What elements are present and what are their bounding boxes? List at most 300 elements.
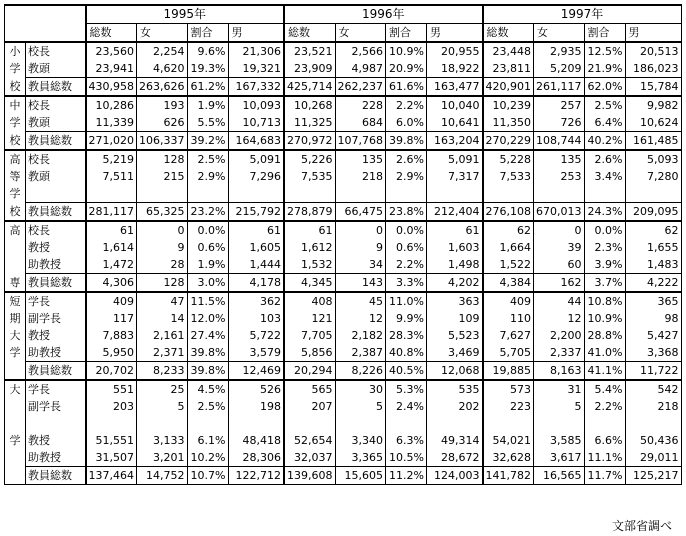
value-cell: 215,792 xyxy=(228,203,284,222)
value-cell: 4,620 xyxy=(137,60,188,78)
value-cell: 167,332 xyxy=(228,78,284,97)
value-cell: 163,204 xyxy=(427,132,483,151)
value-cell: 218 xyxy=(625,398,681,415)
value-cell: 218 xyxy=(335,168,386,185)
value-cell: 12 xyxy=(534,310,585,327)
value-cell: 2,337 xyxy=(534,344,585,362)
value-cell: 18,922 xyxy=(427,60,483,78)
value-cell: 270,972 xyxy=(284,132,335,151)
value-cell: 253 xyxy=(534,168,585,185)
school-label-char xyxy=(5,239,26,256)
value-cell: 7,705 xyxy=(284,327,335,344)
school-label-char: 学 xyxy=(5,114,26,132)
value-cell: 2.6% xyxy=(584,150,625,168)
value-cell: 135 xyxy=(534,150,585,168)
value-cell: 542 xyxy=(625,380,681,398)
value-cell: 41.0% xyxy=(584,344,625,362)
value-cell: 15,605 xyxy=(335,467,386,485)
table-row xyxy=(5,42,682,60)
value-cell xyxy=(228,415,284,432)
value-cell: 61.2% xyxy=(187,78,228,97)
role-label: 教頭 xyxy=(26,114,86,132)
role-label: 副学長 xyxy=(26,310,86,327)
value-cell: 4,987 xyxy=(335,60,386,78)
value-cell: 28.8% xyxy=(584,327,625,344)
role-label: 教員総数 xyxy=(26,362,86,381)
value-cell: 684 xyxy=(335,114,386,132)
value-cell: 0.6% xyxy=(187,239,228,256)
value-cell: 6.4% xyxy=(584,114,625,132)
value-cell: 10.9% xyxy=(386,42,427,60)
value-cell: 62 xyxy=(625,221,681,239)
value-cell: 5,722 xyxy=(228,327,284,344)
value-cell: 106,337 xyxy=(137,132,188,151)
value-cell: 61 xyxy=(427,221,483,239)
value-cell: 2.2% xyxy=(584,398,625,415)
value-cell: 50,436 xyxy=(625,432,681,449)
value-cell: 1.9% xyxy=(187,96,228,114)
role-label: 教頭 xyxy=(26,168,86,185)
value-cell: 161,485 xyxy=(625,132,681,151)
value-cell: 9.6% xyxy=(187,42,228,60)
value-cell: 51,551 xyxy=(86,432,137,449)
value-cell: 281,117 xyxy=(86,203,137,222)
value-cell: 2,161 xyxy=(137,327,188,344)
school-label-char xyxy=(5,398,26,415)
value-cell: 5,427 xyxy=(625,327,681,344)
table-row xyxy=(5,239,682,256)
value-cell: 10,093 xyxy=(228,96,284,114)
school-label-char: 期 xyxy=(5,310,26,327)
value-cell xyxy=(625,185,681,203)
value-cell: 573 xyxy=(483,380,534,398)
value-cell xyxy=(284,185,335,203)
value-cell: 143 xyxy=(335,274,386,293)
value-cell: 1,498 xyxy=(427,256,483,274)
value-cell: 10,040 xyxy=(427,96,483,114)
value-cell: 3,133 xyxy=(137,432,188,449)
value-cell: 11.1% xyxy=(584,449,625,467)
table-row xyxy=(5,256,682,274)
value-cell: 0 xyxy=(137,221,188,239)
value-cell: 23,811 xyxy=(483,60,534,78)
value-cell: 7,535 xyxy=(284,168,335,185)
value-cell: 365 xyxy=(625,292,681,310)
value-cell: 31,507 xyxy=(86,449,137,467)
table-row xyxy=(5,114,682,132)
role-label: 教員総数 xyxy=(26,467,86,485)
value-cell: 9.9% xyxy=(386,310,427,327)
school-label-char: 大 xyxy=(5,327,26,344)
value-cell: 61 xyxy=(284,221,335,239)
value-cell: 11.5% xyxy=(187,292,228,310)
school-label-char: 校 xyxy=(5,203,26,222)
value-cell: 6.0% xyxy=(386,114,427,132)
value-cell: 5,091 xyxy=(427,150,483,168)
school-label-char: 短 xyxy=(5,292,26,310)
school-label-char: 校 xyxy=(5,132,26,151)
value-cell: 23,521 xyxy=(284,42,335,60)
school-label-char: 中 xyxy=(5,96,26,114)
value-cell: 7,280 xyxy=(625,168,681,185)
value-cell: 31 xyxy=(534,380,585,398)
value-cell: 107,768 xyxy=(335,132,386,151)
value-cell: 10,641 xyxy=(427,114,483,132)
value-cell: 12,469 xyxy=(228,362,284,381)
value-cell xyxy=(228,185,284,203)
value-cell: 2,254 xyxy=(137,42,188,60)
role-label: 教員総数 xyxy=(26,274,86,293)
value-cell: 20,955 xyxy=(427,42,483,60)
value-cell: 3,579 xyxy=(228,344,284,362)
value-cell: 535 xyxy=(427,380,483,398)
value-cell: 40.8% xyxy=(386,344,427,362)
value-cell: 2.6% xyxy=(386,150,427,168)
value-cell: 425,714 xyxy=(284,78,335,97)
table-row xyxy=(5,185,682,203)
value-cell: 726 xyxy=(534,114,585,132)
value-cell: 1,472 xyxy=(86,256,137,274)
value-cell xyxy=(483,415,534,432)
table-row xyxy=(5,60,682,78)
role-label: 教授 xyxy=(26,239,86,256)
value-cell: 45 xyxy=(335,292,386,310)
school-label-char: 学 xyxy=(5,185,26,203)
year-header: 1995年 xyxy=(86,5,285,24)
school-label-char: 専 xyxy=(5,274,26,293)
value-cell: 7,883 xyxy=(86,327,137,344)
value-cell: 257 xyxy=(534,96,585,114)
value-cell: 3.4% xyxy=(584,168,625,185)
value-cell: 15,784 xyxy=(625,78,681,97)
value-cell: 262,237 xyxy=(335,78,386,97)
value-cell: 2.2% xyxy=(386,256,427,274)
value-cell: 223 xyxy=(483,398,534,415)
value-cell xyxy=(584,415,625,432)
value-cell: 108,744 xyxy=(534,132,585,151)
value-cell: 12,068 xyxy=(427,362,483,381)
column-header: 女 xyxy=(137,24,188,43)
value-cell: 16,565 xyxy=(534,467,585,485)
value-cell xyxy=(335,185,386,203)
role-label: 教員総数 xyxy=(26,78,86,97)
value-cell xyxy=(335,415,386,432)
table-row xyxy=(5,327,682,344)
value-cell: 28,306 xyxy=(228,449,284,467)
value-cell: 11.0% xyxy=(386,292,427,310)
value-cell: 5,228 xyxy=(483,150,534,168)
value-cell: 10.5% xyxy=(386,449,427,467)
value-cell: 20,513 xyxy=(625,42,681,60)
value-cell: 32,037 xyxy=(284,449,335,467)
value-cell: 1,444 xyxy=(228,256,284,274)
role-label: 助教授 xyxy=(26,344,86,362)
value-cell: 0.6% xyxy=(386,239,427,256)
column-header-row xyxy=(5,24,682,43)
year-header: 1997年 xyxy=(483,5,682,24)
value-cell: 9 xyxy=(137,239,188,256)
value-cell: 0.0% xyxy=(187,221,228,239)
value-cell: 122,712 xyxy=(228,467,284,485)
school-label-char xyxy=(5,467,26,485)
value-cell: 20.9% xyxy=(386,60,427,78)
value-cell: 3,340 xyxy=(335,432,386,449)
value-cell: 124,003 xyxy=(427,467,483,485)
value-cell: 10.8% xyxy=(584,292,625,310)
value-cell: 0 xyxy=(534,221,585,239)
value-cell: 1,603 xyxy=(427,239,483,256)
value-cell: 626 xyxy=(137,114,188,132)
value-cell: 1,612 xyxy=(284,239,335,256)
role-label: 校長 xyxy=(26,96,86,114)
value-cell: 5,705 xyxy=(483,344,534,362)
value-cell: 7,296 xyxy=(228,168,284,185)
value-cell: 44 xyxy=(534,292,585,310)
value-cell: 5,209 xyxy=(534,60,585,78)
value-cell: 420,901 xyxy=(483,78,534,97)
value-cell: 7,511 xyxy=(86,168,137,185)
role-label: 学長 xyxy=(26,380,86,398)
value-cell: 565 xyxy=(284,380,335,398)
column-header: 割合 xyxy=(584,24,625,43)
role-label: 校長 xyxy=(26,221,86,239)
value-cell xyxy=(137,415,188,432)
value-cell: 5,219 xyxy=(86,150,137,168)
table-row xyxy=(5,467,682,485)
column-header: 割合 xyxy=(386,24,427,43)
value-cell: 278,879 xyxy=(284,203,335,222)
value-cell: 207 xyxy=(284,398,335,415)
value-cell xyxy=(86,185,137,203)
value-cell: 408 xyxy=(284,292,335,310)
value-cell: 9 xyxy=(335,239,386,256)
value-cell: 8,163 xyxy=(534,362,585,381)
value-cell: 61 xyxy=(228,221,284,239)
value-cell: 11,339 xyxy=(86,114,137,132)
school-label-char: 小 xyxy=(5,42,26,60)
value-cell: 128 xyxy=(137,274,188,293)
value-cell: 3,368 xyxy=(625,344,681,362)
value-cell: 263,626 xyxy=(137,78,188,97)
value-cell xyxy=(187,415,228,432)
value-cell: 3,469 xyxy=(427,344,483,362)
value-cell: 139,608 xyxy=(284,467,335,485)
value-cell xyxy=(386,415,427,432)
value-cell: 212,404 xyxy=(427,203,483,222)
value-cell: 1.9% xyxy=(187,256,228,274)
value-cell: 5,226 xyxy=(284,150,335,168)
value-cell xyxy=(534,185,585,203)
value-cell: 4.5% xyxy=(187,380,228,398)
value-cell: 23,909 xyxy=(284,60,335,78)
value-cell: 28 xyxy=(137,256,188,274)
value-cell: 8,233 xyxy=(137,362,188,381)
value-cell: 66,475 xyxy=(335,203,386,222)
value-cell xyxy=(284,415,335,432)
value-cell: 14 xyxy=(137,310,188,327)
school-label-char: 校 xyxy=(5,78,26,97)
table-row xyxy=(5,310,682,327)
value-cell: 24.3% xyxy=(584,203,625,222)
table-row xyxy=(5,150,682,168)
value-cell: 11,350 xyxy=(483,114,534,132)
value-cell xyxy=(187,185,228,203)
value-cell: 4,345 xyxy=(284,274,335,293)
value-cell: 2.3% xyxy=(584,239,625,256)
value-cell: 363 xyxy=(427,292,483,310)
value-cell: 1,655 xyxy=(625,239,681,256)
value-cell: 25 xyxy=(137,380,188,398)
school-label-char xyxy=(5,362,26,381)
value-cell: 137,464 xyxy=(86,467,137,485)
value-cell: 526 xyxy=(228,380,284,398)
value-cell: 23.8% xyxy=(386,203,427,222)
value-cell: 2,387 xyxy=(335,344,386,362)
table-row xyxy=(5,168,682,185)
value-cell: 198 xyxy=(228,398,284,415)
school-label-char xyxy=(5,449,26,467)
value-cell: 2,935 xyxy=(534,42,585,60)
value-cell: 4,384 xyxy=(483,274,534,293)
year-header-row xyxy=(5,5,682,24)
value-cell: 5.5% xyxy=(187,114,228,132)
school-label-char xyxy=(5,415,26,432)
school-label-char: 等 xyxy=(5,168,26,185)
value-cell: 47 xyxy=(137,292,188,310)
table-row xyxy=(5,96,682,114)
value-cell: 61.6% xyxy=(386,78,427,97)
value-cell: 409 xyxy=(86,292,137,310)
value-cell: 10,239 xyxy=(483,96,534,114)
value-cell: 5 xyxy=(137,398,188,415)
table-row xyxy=(5,449,682,467)
source-note: 文部省調べ xyxy=(611,519,672,533)
value-cell: 6.3% xyxy=(386,432,427,449)
value-cell xyxy=(137,185,188,203)
value-cell: 20,702 xyxy=(86,362,137,381)
table-row xyxy=(5,398,682,415)
value-cell: 3,617 xyxy=(534,449,585,467)
role-label: 教授 xyxy=(26,327,86,344)
role-label: 校長 xyxy=(26,150,86,168)
value-cell: 0.0% xyxy=(584,221,625,239)
value-cell: 62 xyxy=(483,221,534,239)
value-cell: 1,532 xyxy=(284,256,335,274)
value-cell: 1,664 xyxy=(483,239,534,256)
value-cell: 276,108 xyxy=(483,203,534,222)
value-cell: 23,941 xyxy=(86,60,137,78)
corner-cell xyxy=(5,24,86,43)
value-cell: 209,095 xyxy=(625,203,681,222)
value-cell: 39.8% xyxy=(187,362,228,381)
school-label-char: 高 xyxy=(5,150,26,168)
table-row xyxy=(5,132,682,151)
value-cell: 261,117 xyxy=(534,78,585,97)
value-cell: 2,200 xyxy=(534,327,585,344)
value-cell: 98 xyxy=(625,310,681,327)
value-cell: 271,020 xyxy=(86,132,137,151)
value-cell: 202 xyxy=(427,398,483,415)
value-cell: 2.4% xyxy=(386,398,427,415)
table-row xyxy=(5,344,682,362)
value-cell: 39.2% xyxy=(187,132,228,151)
value-cell: 4,222 xyxy=(625,274,681,293)
value-cell: 34 xyxy=(335,256,386,274)
value-cell: 39.8% xyxy=(386,132,427,151)
table-row xyxy=(5,221,682,239)
school-label-char: 学 xyxy=(5,344,26,362)
value-cell: 1,483 xyxy=(625,256,681,274)
value-cell: 29,011 xyxy=(625,449,681,467)
value-cell: 12.0% xyxy=(187,310,228,327)
value-cell: 40.5% xyxy=(386,362,427,381)
value-cell: 10,624 xyxy=(625,114,681,132)
value-cell: 60 xyxy=(534,256,585,274)
role-label: 教員総数 xyxy=(26,132,86,151)
value-cell xyxy=(86,415,137,432)
value-cell xyxy=(584,185,625,203)
value-cell: 11.2% xyxy=(386,467,427,485)
value-cell: 2.5% xyxy=(187,150,228,168)
value-cell xyxy=(483,185,534,203)
value-cell: 5,091 xyxy=(228,150,284,168)
column-header: 総数 xyxy=(284,24,335,43)
value-cell: 3,585 xyxy=(534,432,585,449)
value-cell: 215 xyxy=(137,168,188,185)
value-cell: 12 xyxy=(335,310,386,327)
value-cell: 4,202 xyxy=(427,274,483,293)
value-cell: 9,982 xyxy=(625,96,681,114)
value-cell: 65,325 xyxy=(137,203,188,222)
table-row xyxy=(5,203,682,222)
value-cell: 10.2% xyxy=(187,449,228,467)
value-cell: 10,713 xyxy=(228,114,284,132)
column-header: 女 xyxy=(534,24,585,43)
value-cell: 162 xyxy=(534,274,585,293)
value-cell: 4,306 xyxy=(86,274,137,293)
value-cell: 21,306 xyxy=(228,42,284,60)
value-cell: 23,560 xyxy=(86,42,137,60)
value-cell: 49,314 xyxy=(427,432,483,449)
value-cell: 409 xyxy=(483,292,534,310)
value-cell: 39.8% xyxy=(187,344,228,362)
value-cell: 109 xyxy=(427,310,483,327)
value-cell xyxy=(427,415,483,432)
value-cell: 7,317 xyxy=(427,168,483,185)
role-label: 副学長 xyxy=(26,398,86,415)
table-row xyxy=(5,292,682,310)
value-cell: 3.7% xyxy=(584,274,625,293)
value-cell: 28,672 xyxy=(427,449,483,467)
role-label: 教員総数 xyxy=(26,203,86,222)
value-cell: 110 xyxy=(483,310,534,327)
value-cell: 228 xyxy=(335,96,386,114)
value-cell: 20,294 xyxy=(284,362,335,381)
value-cell xyxy=(386,185,427,203)
value-cell xyxy=(534,415,585,432)
value-cell: 14,752 xyxy=(137,467,188,485)
value-cell: 10.9% xyxy=(584,310,625,327)
value-cell: 121 xyxy=(284,310,335,327)
table-row xyxy=(5,415,682,432)
value-cell: 2.5% xyxy=(187,398,228,415)
value-cell: 28.3% xyxy=(386,327,427,344)
value-cell: 3,201 xyxy=(137,449,188,467)
value-cell: 1,605 xyxy=(228,239,284,256)
value-cell: 6.6% xyxy=(584,432,625,449)
value-cell: 163,477 xyxy=(427,78,483,97)
value-cell: 2,182 xyxy=(335,327,386,344)
